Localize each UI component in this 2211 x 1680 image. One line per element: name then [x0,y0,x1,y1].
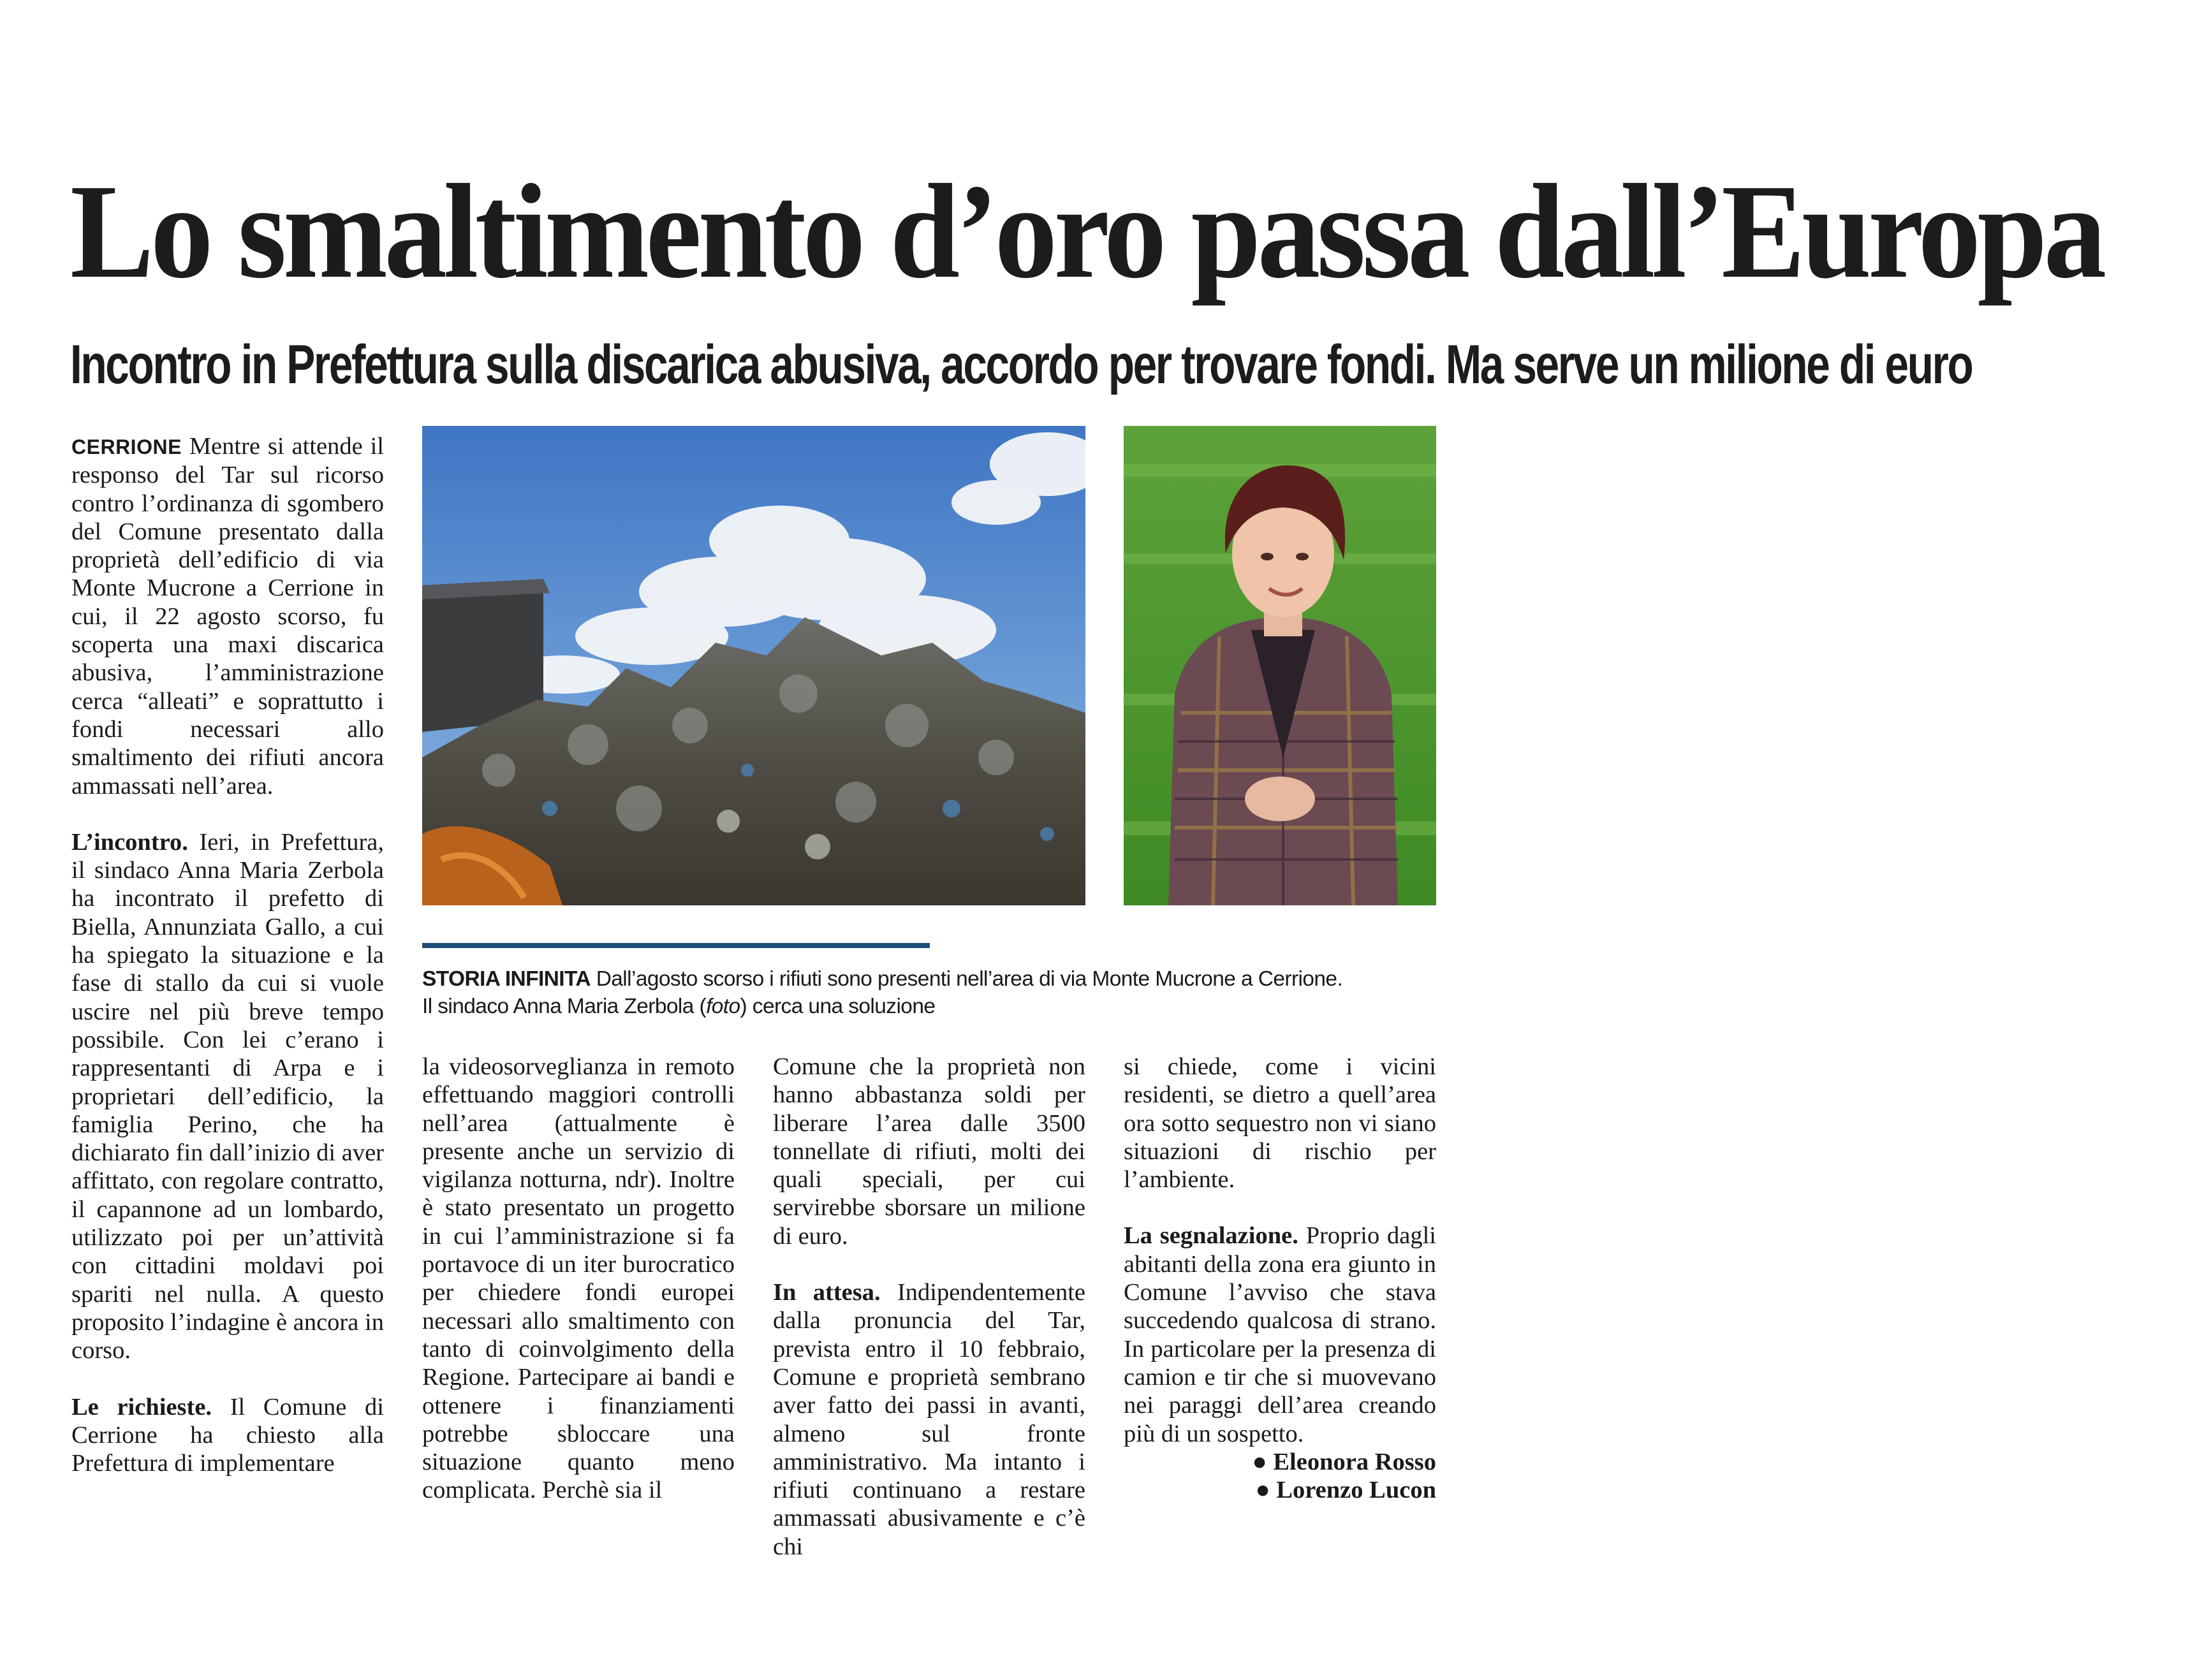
bylines [1124,1448,1436,1505]
section-incontro [71,828,384,1365]
photo-caption [422,965,1455,1020]
section-text-in-attesa-b: si chiede, come i vicini residenti, se dietro a quell’area ora sotto sequestro non vi siano situazioni di rischio per l’ambiente. [1124,1053,1436,1194]
byline-author-1: ● Eleonora Rosso [1252,1448,1436,1475]
section-lead-in-attesa: In attesa. [773,1279,881,1306]
article-column-2 [422,1053,735,1505]
caption-line-1 [422,965,1455,993]
byline-author-2: ● Lorenzo Lucon [1255,1477,1436,1504]
section-text-richieste-a: Il Comune di Cerrione ha chiesto alla Prefettura di implementare [71,1393,384,1477]
section-text-in-attesa-a: Indipendentemente dalla pronuncia del Tar, prevista entro il 10 febbraio, Comune e proprietà sembrano aver fatto dei passi in avanti, almeno sul fronte amministrativo. Ma intanto i rifiuti continuano a restare ammassati abusivamente e c’è chi [773,1279,1086,1560]
article-column-1 [71,432,384,1477]
dateline-kicker: CERRIONE [71,435,182,458]
section-lead-segnalazione: La segnalazione. [1124,1222,1298,1250]
article-column-3 [773,1053,1085,1561]
section-segnalazione [1124,1222,1436,1447]
landfill-image [422,426,1085,905]
caption-kicker: STORIA INFINITA [422,967,591,991]
caption-text-2a: Il sindaco Anna Maria Zerbola ( [422,995,707,1018]
section-lead-richieste: Le richieste. [71,1393,212,1421]
caption-text-2b: ) cerca una soluzione [740,995,936,1018]
subheadline: Incontro in Prefettura sulla discarica abusiva, accordo per trovare fondi. Ma serve un milione di euro [70,334,1972,395]
caption-rule [422,943,930,948]
article-column-4 [1124,1053,1436,1504]
photo-mayor [1124,426,1436,905]
photo-landfill [422,426,1085,905]
section-text-incontro: Ieri, in Prefettura, il sindaco Anna Maria Zerbola ha incontrato il prefetto di Biella, Annunziata Gallo, a cui ha spiegato la situazione e la fase di stallo da cui si vuole uscire nel più breve tempo possibile. Con lei c’erano i rappresentanti di Arpa e i proprietari dell’edificio, la famiglia Perino, che ha dichiarato fin dall’inizio di aver affittato, con regolare contratto, il capannone ad un lombardo, utilizzato poi per un’attività con cittadini moldavi poi spariti nel nulla. A questo proposito l’indagine è ancora in corso. [71,828,385,1364]
caption-text-2-italic: foto [706,995,740,1018]
section-text-richieste-b: la videosorveglianza in remoto effettuando maggiori controlli nell’area (attualmente è presente anche un servizio di vigilanza notturna, ndr). Inoltre è stato presentato un progetto in cui l’amministrazione si fa portavoce di un iter burocratico per chiedere fondi europei necessari allo smaltimento con tanto di coinvolgimento della Regione. Partecipare ai bandi e ottenere i finanziamenti potrebbe sbloccare una situazione quanto meno complicata. Perchè sia il [422,1053,735,1504]
section-text-segnalazione: Proprio dagli abitanti della zona era giunto in Comune l’avviso che stava succedendo qualcosa di strano. In particolare per la presenza di camion e tir che si muovevano nei paraggi dell’area creando più di un sospetto. [1124,1222,1436,1447]
intro-text: Mentre si attende il responso del Tar sul ricorso contro l’ordinanza di sgombero del Comune presentato dalla proprietà dell’edificio di via Monte Mucrone a Cerrione in cui, il 22 agosto scorso, fu scoperta una maxi discarica abusiva, l’amministrazione cerca “alleati” e soprattutto i fondi necessari allo smaltimento dei rifiuti ancora ammassati nell’area. [71,433,384,800]
section-lead-incontro: L’incontro. [71,828,188,856]
intro-paragraph [71,432,384,800]
section-text-richieste-c: Comune che la proprietà non hanno abbastanza soldi per liberare l’area dalle 3500 tonnellate di rifiuti, molti dei quali speciali, per cui servirebbe sborsare un milione di euro. [773,1053,1085,1250]
section-richieste [71,1393,384,1478]
caption-line-2 [422,993,1455,1020]
section-in-attesa [773,1278,1085,1561]
headline: Lo smaltimento d’oro passa dall’Europa [70,156,2103,306]
mayor-portrait-image [1124,426,1436,905]
caption-text-1: Dall’agosto scorso i rifiuti sono presenti nell’area di via Monte Mucrone a Cerrione. [596,967,1343,991]
